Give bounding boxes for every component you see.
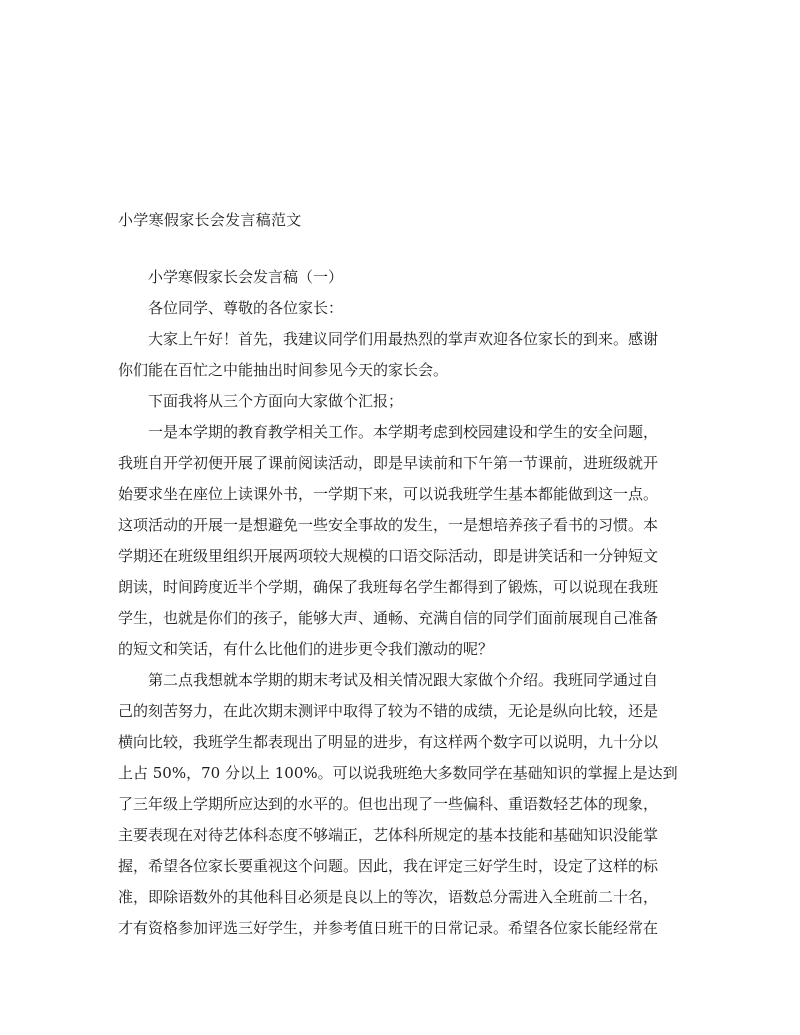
- paragraph-line: 大家上午好！首先，我建议同学们用最热烈的掌声欢迎各位家长的到来。感谢: [148, 330, 659, 348]
- paragraph-line: 下面我将从三个方面向大家做个汇报；: [148, 392, 404, 410]
- paragraph-line: 一是本学期的教育教学相关工作。本学期考虑到校园建设和学生的安全问题，: [148, 423, 659, 441]
- document-title: 小学寒假家长会发言稿范文: [118, 211, 302, 229]
- section-heading: 小学寒假家长会发言稿（一）: [148, 268, 344, 286]
- paragraph-line: 朗读，时间跨度近半个学期，确保了我班每名学生都得到了锻炼，可以说现在我班: [118, 578, 659, 596]
- document-body: [118, 262, 684, 944]
- paragraph-line: 横向比较，我班学生都表现出了明显的进步，有这样两个数字可以说明，九十分以: [118, 733, 659, 751]
- salutation: 各位同学、尊敬的各位家长：: [148, 299, 344, 317]
- paragraph-line: 的短文和笑话，有什么比他们的进步更令我们激动的呢？: [118, 640, 494, 658]
- paragraph-line: 我班自开学初便开展了课前阅读活动，即是早读前和下午第一节课前，进班级就开: [118, 454, 659, 472]
- paragraph-line: 握，希望各位家长要重视这个问题。因此，我在评定三好学生时，设定了这样的标: [118, 857, 659, 875]
- paragraph-line: 第二点我想就本学期的期末考试及相关情况跟大家做个介绍。我班同学通过自: [148, 671, 659, 689]
- paragraph-line: 才有资格参加评选三好学生，并参考值日班干的日常记录。希望各位家长能经常在: [118, 919, 659, 937]
- paragraph-line: 始要求坐在座位上读课外书，一学期下来，可以说我班学生基本都能做到这一点。: [118, 485, 659, 503]
- paragraph-line: 这项活动的开展一是想避免一些安全事故的发生，一是想培养孩子看书的习惯。本: [118, 516, 659, 534]
- paragraph-line: 学生，也就是你们的孩子，能够大声、通畅、充满自信的同学们面前展现自己准备: [118, 609, 659, 627]
- paragraph-line: 己的刻苦努力，在此次期末测评中取得了较为不错的成绩，无论是纵向比较，还是: [118, 702, 659, 720]
- paragraph-line: 上占 50%，70 分以上 100%。可以说我班绝大多数同学在基础知识的掌握上是达到: [118, 764, 678, 782]
- paragraph-line: 了三年级上学期所应达到的水平的。但也出现了一些偏科、重语数轻艺体的现象，: [118, 795, 659, 813]
- paragraph-line: 主要表现在对待艺体科态度不够端正，艺体科所规定的基本技能和基础知识没能掌: [118, 826, 659, 844]
- paragraph-line: 学期还在班级里组织开展两项较大规模的口语交际活动，即是讲笑话和一分钟短文: [118, 547, 659, 565]
- paragraph-line: 准，即除语数外的其他科目必须是良以上的等次，语数总分需进入全班前二十名，: [118, 888, 659, 906]
- paragraph-line: 你们能在百忙之中能抽出时间参见今天的家长会。: [118, 361, 449, 379]
